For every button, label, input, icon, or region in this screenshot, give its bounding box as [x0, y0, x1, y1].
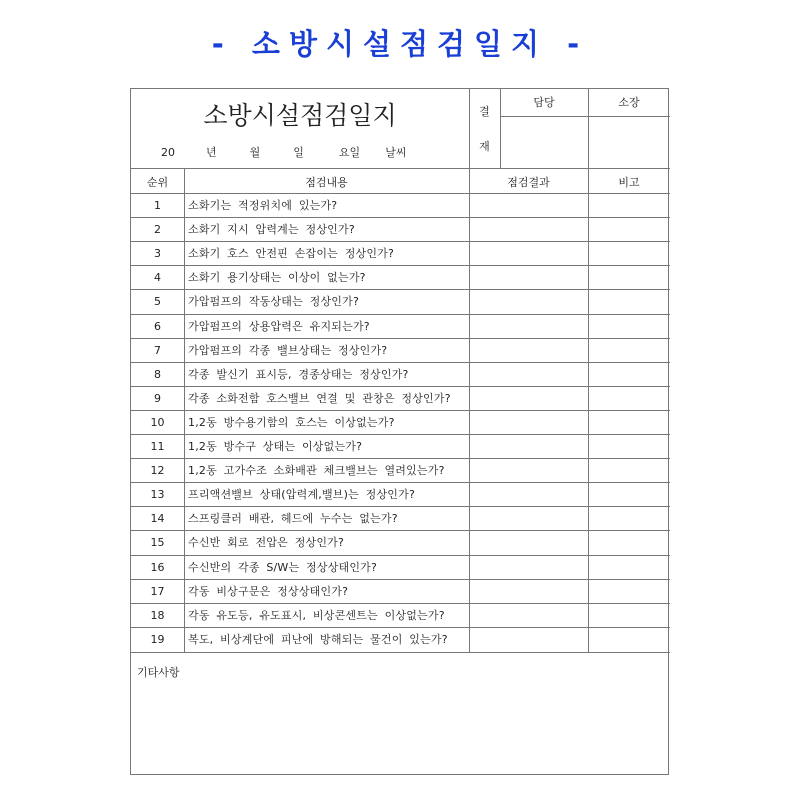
approval-sign-box-manager[interactable]	[501, 117, 587, 167]
row-check-item: 수신반 회로 전압은 정상인가?	[188, 536, 345, 550]
header-result: 점검결과	[507, 176, 550, 189]
row-note-cell[interactable]	[589, 315, 669, 337]
row-check-item: 소화기는 적정위치에 있는가?	[188, 199, 338, 212]
row-result-cell[interactable]	[470, 435, 587, 457]
weekday-label: 요일	[338, 146, 361, 159]
row-note-cell[interactable]	[589, 531, 669, 553]
row-result-cell[interactable]	[470, 556, 587, 578]
row-check-item: 1,2동 고가수조 소화배관 체크밸브는 열려있는가?	[188, 464, 445, 478]
row-result-cell[interactable]	[470, 290, 587, 312]
row-number: 6	[154, 319, 161, 333]
row-note-cell[interactable]	[589, 580, 669, 602]
row-note-cell[interactable]	[589, 339, 669, 361]
row-check-item: 1,2동 방수구 상태는 이상없는가?	[188, 440, 363, 453]
row-note-cell[interactable]	[589, 411, 669, 433]
remarks-label: 기타사항	[137, 666, 180, 679]
row-result-cell[interactable]	[470, 459, 587, 481]
row-check-item: 각종 발신기 표시등, 경종상태는 정상인가?	[188, 367, 409, 381]
row-check-item: 스프링클러 배관, 헤드에 누수는 없는가?	[188, 512, 398, 526]
remarks-area[interactable]	[131, 685, 668, 773]
approval-role-director: 소장	[618, 96, 640, 109]
weather-label: 날씨	[385, 146, 407, 159]
row-check-item: 1,2동 방수용기함의 호스는 이상없는가?	[188, 415, 395, 429]
row-result-cell[interactable]	[470, 387, 587, 409]
row-note-cell[interactable]	[589, 387, 669, 409]
row-number: 8	[154, 367, 161, 381]
row-number: 9	[154, 391, 161, 405]
month-label: 월	[249, 146, 261, 159]
row-number: 10	[150, 415, 165, 429]
row-check-item: 각동 비상구문은 정상상태인가?	[188, 584, 349, 598]
day-label: 일	[293, 146, 304, 159]
row-check-item: 각동 유도등, 유도표시, 비상콘센트는 이상없는가?	[188, 608, 445, 622]
row-number: 2	[154, 223, 161, 237]
row-result-cell[interactable]	[470, 339, 587, 361]
row-number: 12	[150, 464, 165, 478]
row-result-cell[interactable]	[470, 411, 587, 433]
row-result-cell[interactable]	[470, 242, 587, 264]
row-note-cell[interactable]	[589, 435, 669, 457]
row-result-cell[interactable]	[470, 218, 587, 240]
header-no: 순위	[146, 176, 169, 189]
approval-role-manager: 담당	[533, 96, 555, 109]
row-note-cell[interactable]	[589, 628, 669, 650]
row-result-cell[interactable]	[470, 315, 587, 337]
row-number: 17	[150, 584, 165, 598]
row-result-cell[interactable]	[470, 628, 587, 650]
header-note: 비고	[618, 176, 640, 189]
page-banner-title: - 소방시설점검일지 -	[211, 27, 589, 61]
row-check-item: 가압펌프의 작동상태는 정상인가?	[188, 295, 359, 309]
row-note-cell[interactable]	[589, 194, 669, 216]
row-result-cell[interactable]	[470, 531, 587, 553]
row-note-cell[interactable]	[589, 483, 669, 505]
year-prefix: 20	[161, 146, 175, 159]
row-check-item: 복도, 비상계단에 피난에 방해되는 물건이 있는가?	[188, 632, 448, 646]
row-number: 4	[154, 271, 161, 285]
row-note-cell[interactable]	[589, 363, 669, 385]
header-item: 점검내용	[305, 176, 348, 189]
row-result-cell[interactable]	[470, 483, 587, 505]
row-number: 14	[150, 512, 165, 526]
approval-label-bottom: 재	[479, 140, 490, 153]
row-number: 11	[150, 440, 165, 453]
row-number: 13	[150, 488, 165, 502]
row-note-cell[interactable]	[589, 459, 669, 481]
row-result-cell[interactable]	[470, 507, 587, 529]
row-note-cell[interactable]	[589, 556, 669, 578]
row-check-item: 가압펌프의 각종 밸브상태는 정상인가?	[188, 343, 388, 357]
row-number: 16	[150, 560, 165, 574]
row-check-item: 소화기 용기상태는 이상이 없는가?	[188, 271, 366, 285]
row-number: 18	[150, 608, 165, 622]
row-number: 3	[154, 247, 161, 261]
row-note-cell[interactable]	[589, 242, 669, 264]
row-check-item: 가압펌프의 상용압력은 유지되는가?	[188, 319, 370, 333]
row-number: 15	[150, 536, 165, 550]
row-result-cell[interactable]	[470, 604, 587, 626]
row-check-item: 각종 소화전함 호스밸브 연결 및 관창은 정상인가?	[188, 391, 451, 405]
row-number: 19	[150, 632, 165, 646]
row-result-cell[interactable]	[470, 580, 587, 602]
row-note-cell[interactable]	[589, 266, 669, 288]
row-note-cell[interactable]	[589, 290, 669, 312]
inspection-log-form	[130, 88, 669, 775]
row-check-item: 수신반의 각종 S/W는 정상상태인가?	[188, 560, 378, 574]
approval-label-top: 결	[479, 105, 490, 118]
row-result-cell[interactable]	[470, 266, 587, 288]
row-check-item: 프리액션밸브 상태(압력계,밸브)는 정상인가?	[188, 488, 415, 502]
form-title: 소방시설점검일지	[203, 101, 397, 130]
row-check-item: 소화기 지시 압력계는 정상인가?	[188, 223, 355, 237]
row-number: 1	[154, 199, 161, 212]
row-note-cell[interactable]	[589, 218, 669, 240]
row-note-cell[interactable]	[589, 604, 669, 626]
row-check-item: 소화기 호스 안전핀 손잡이는 정상인가?	[188, 247, 395, 261]
approval-sign-box-director[interactable]	[589, 117, 669, 167]
row-number: 7	[154, 343, 161, 357]
row-result-cell[interactable]	[470, 194, 587, 216]
row-note-cell[interactable]	[589, 507, 669, 529]
date-line	[161, 147, 406, 159]
year-label: 년	[206, 146, 217, 159]
row-result-cell[interactable]	[470, 363, 587, 385]
row-number: 5	[154, 295, 161, 309]
